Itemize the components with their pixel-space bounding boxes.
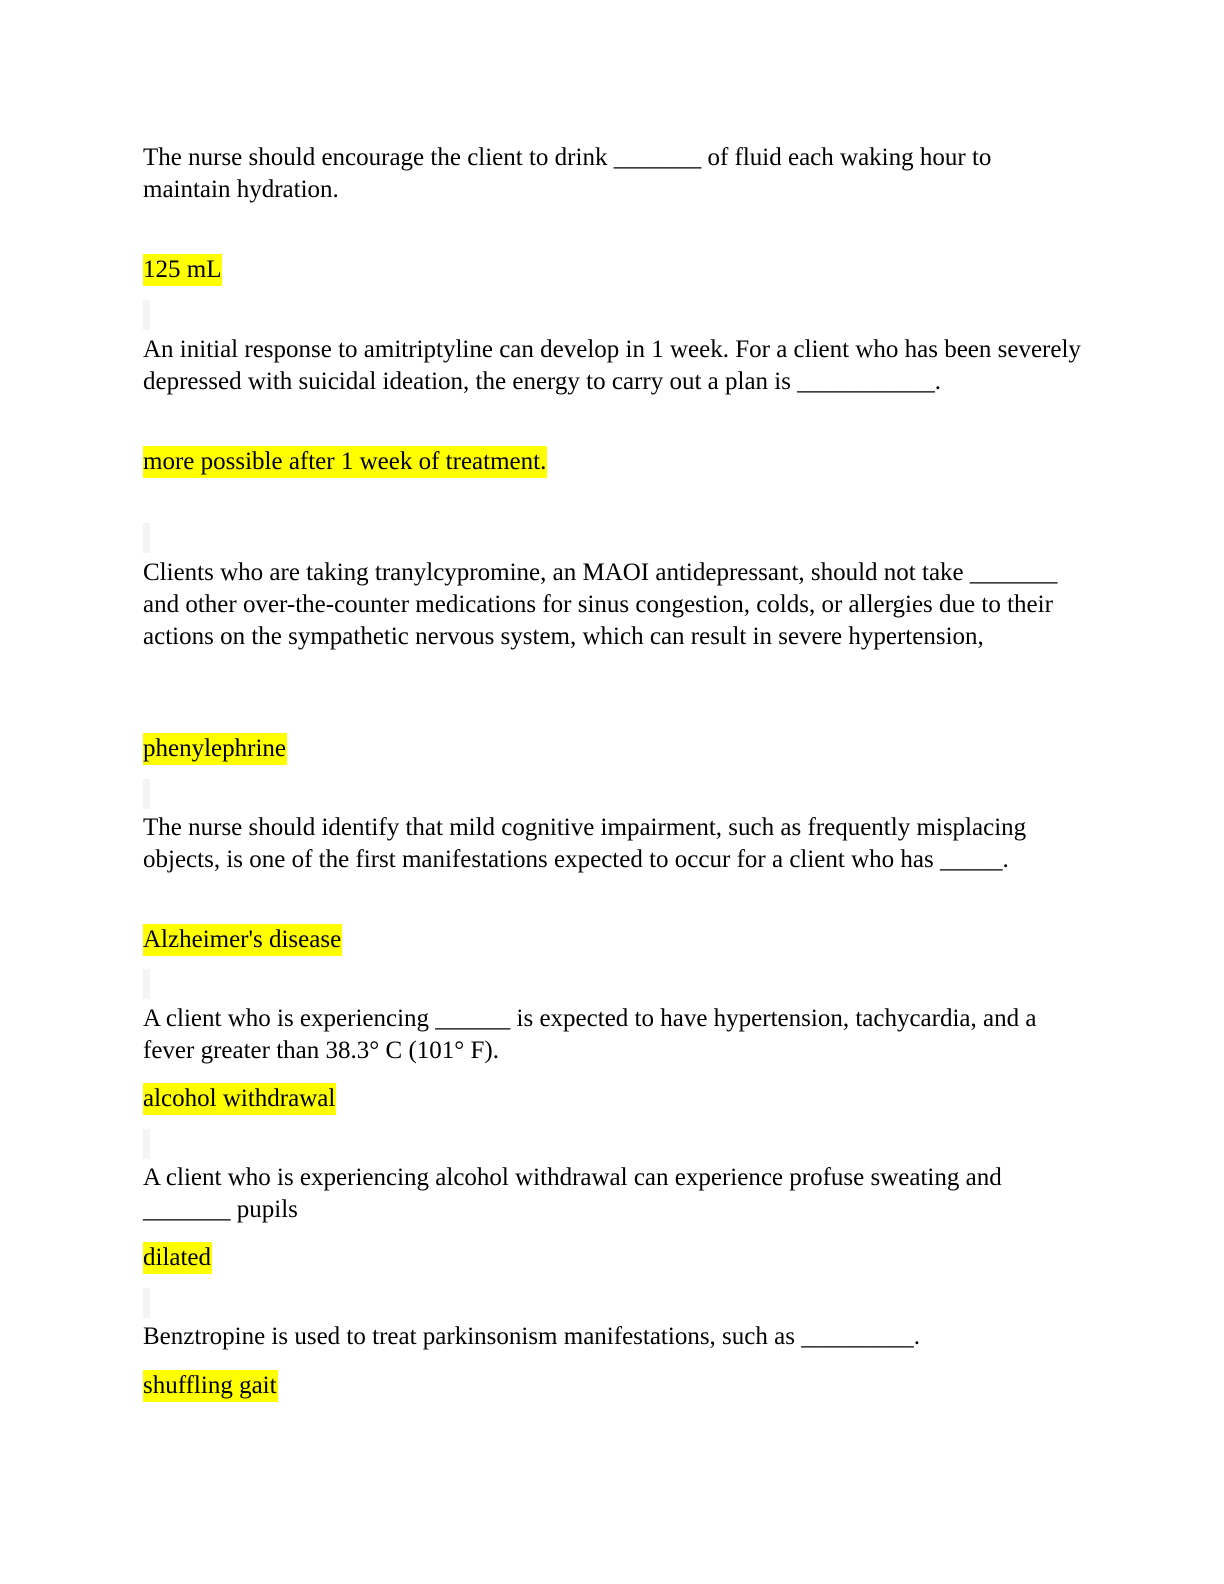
answer-2 [143,446,547,476]
answer-7-highlight: shuffling gait [143,1370,278,1402]
answer-6-highlight: dilated [143,1242,212,1274]
answer-1 [143,254,222,284]
question-5: A client who is experiencing ______ is expected to have hypertension, tachycardia, and a fever greater than 38.3° C (101° F). [143,1005,1037,1064]
answer-6 [143,1242,212,1272]
answer-5 [143,1083,336,1113]
answer-3 [143,733,287,763]
paragraph-marker-6 [143,1288,150,1318]
answer-3-highlight: phenylephrine [143,733,287,765]
answer-1-highlight: 125 mL [143,254,222,286]
question-4: The nurse should identify that mild cognitive impairment, such as frequently misplacing objects, is one of the first manifestations expected to occur for a client who has _____. [143,814,1027,873]
paragraph-marker-4 [143,969,150,999]
paragraph-marker-2 [143,523,150,553]
answer-4 [143,924,342,954]
answer-4-highlight: Alzheimer's disease [143,924,342,956]
question-1: The nurse should encourage the client to drink _______ of fluid each waking hour to maintain hydration. [143,144,992,203]
answer-2-highlight: more possible after 1 week of treatment. [143,446,547,478]
answer-5-highlight: alcohol withdrawal [143,1083,336,1115]
question-3: Clients who are taking tranylcypromine, an MAOI antidepressant, should not take _______ and other over-the-counter medications for sinus congestion, colds, or allergies due to their actions on the sympathetic nervous system, which can result in severe hypertension, [143,559,1058,650]
paragraph-marker-1 [143,300,150,330]
answer-7 [143,1370,278,1400]
question-7: Benztropine is used to treat parkinsonism manifestations, such as _________. [143,1323,920,1350]
question-6: A client who is experiencing alcohol withdrawal can experience profuse sweating and _______ pupils [143,1164,1002,1223]
question-2: An initial response to amitriptyline can develop in 1 week. For a client who has been severely depressed with suicidal ideation, the energy to carry out a plan is ___________. [143,336,1081,395]
paragraph-marker-3 [143,779,150,809]
paragraph-marker-5 [143,1129,150,1159]
